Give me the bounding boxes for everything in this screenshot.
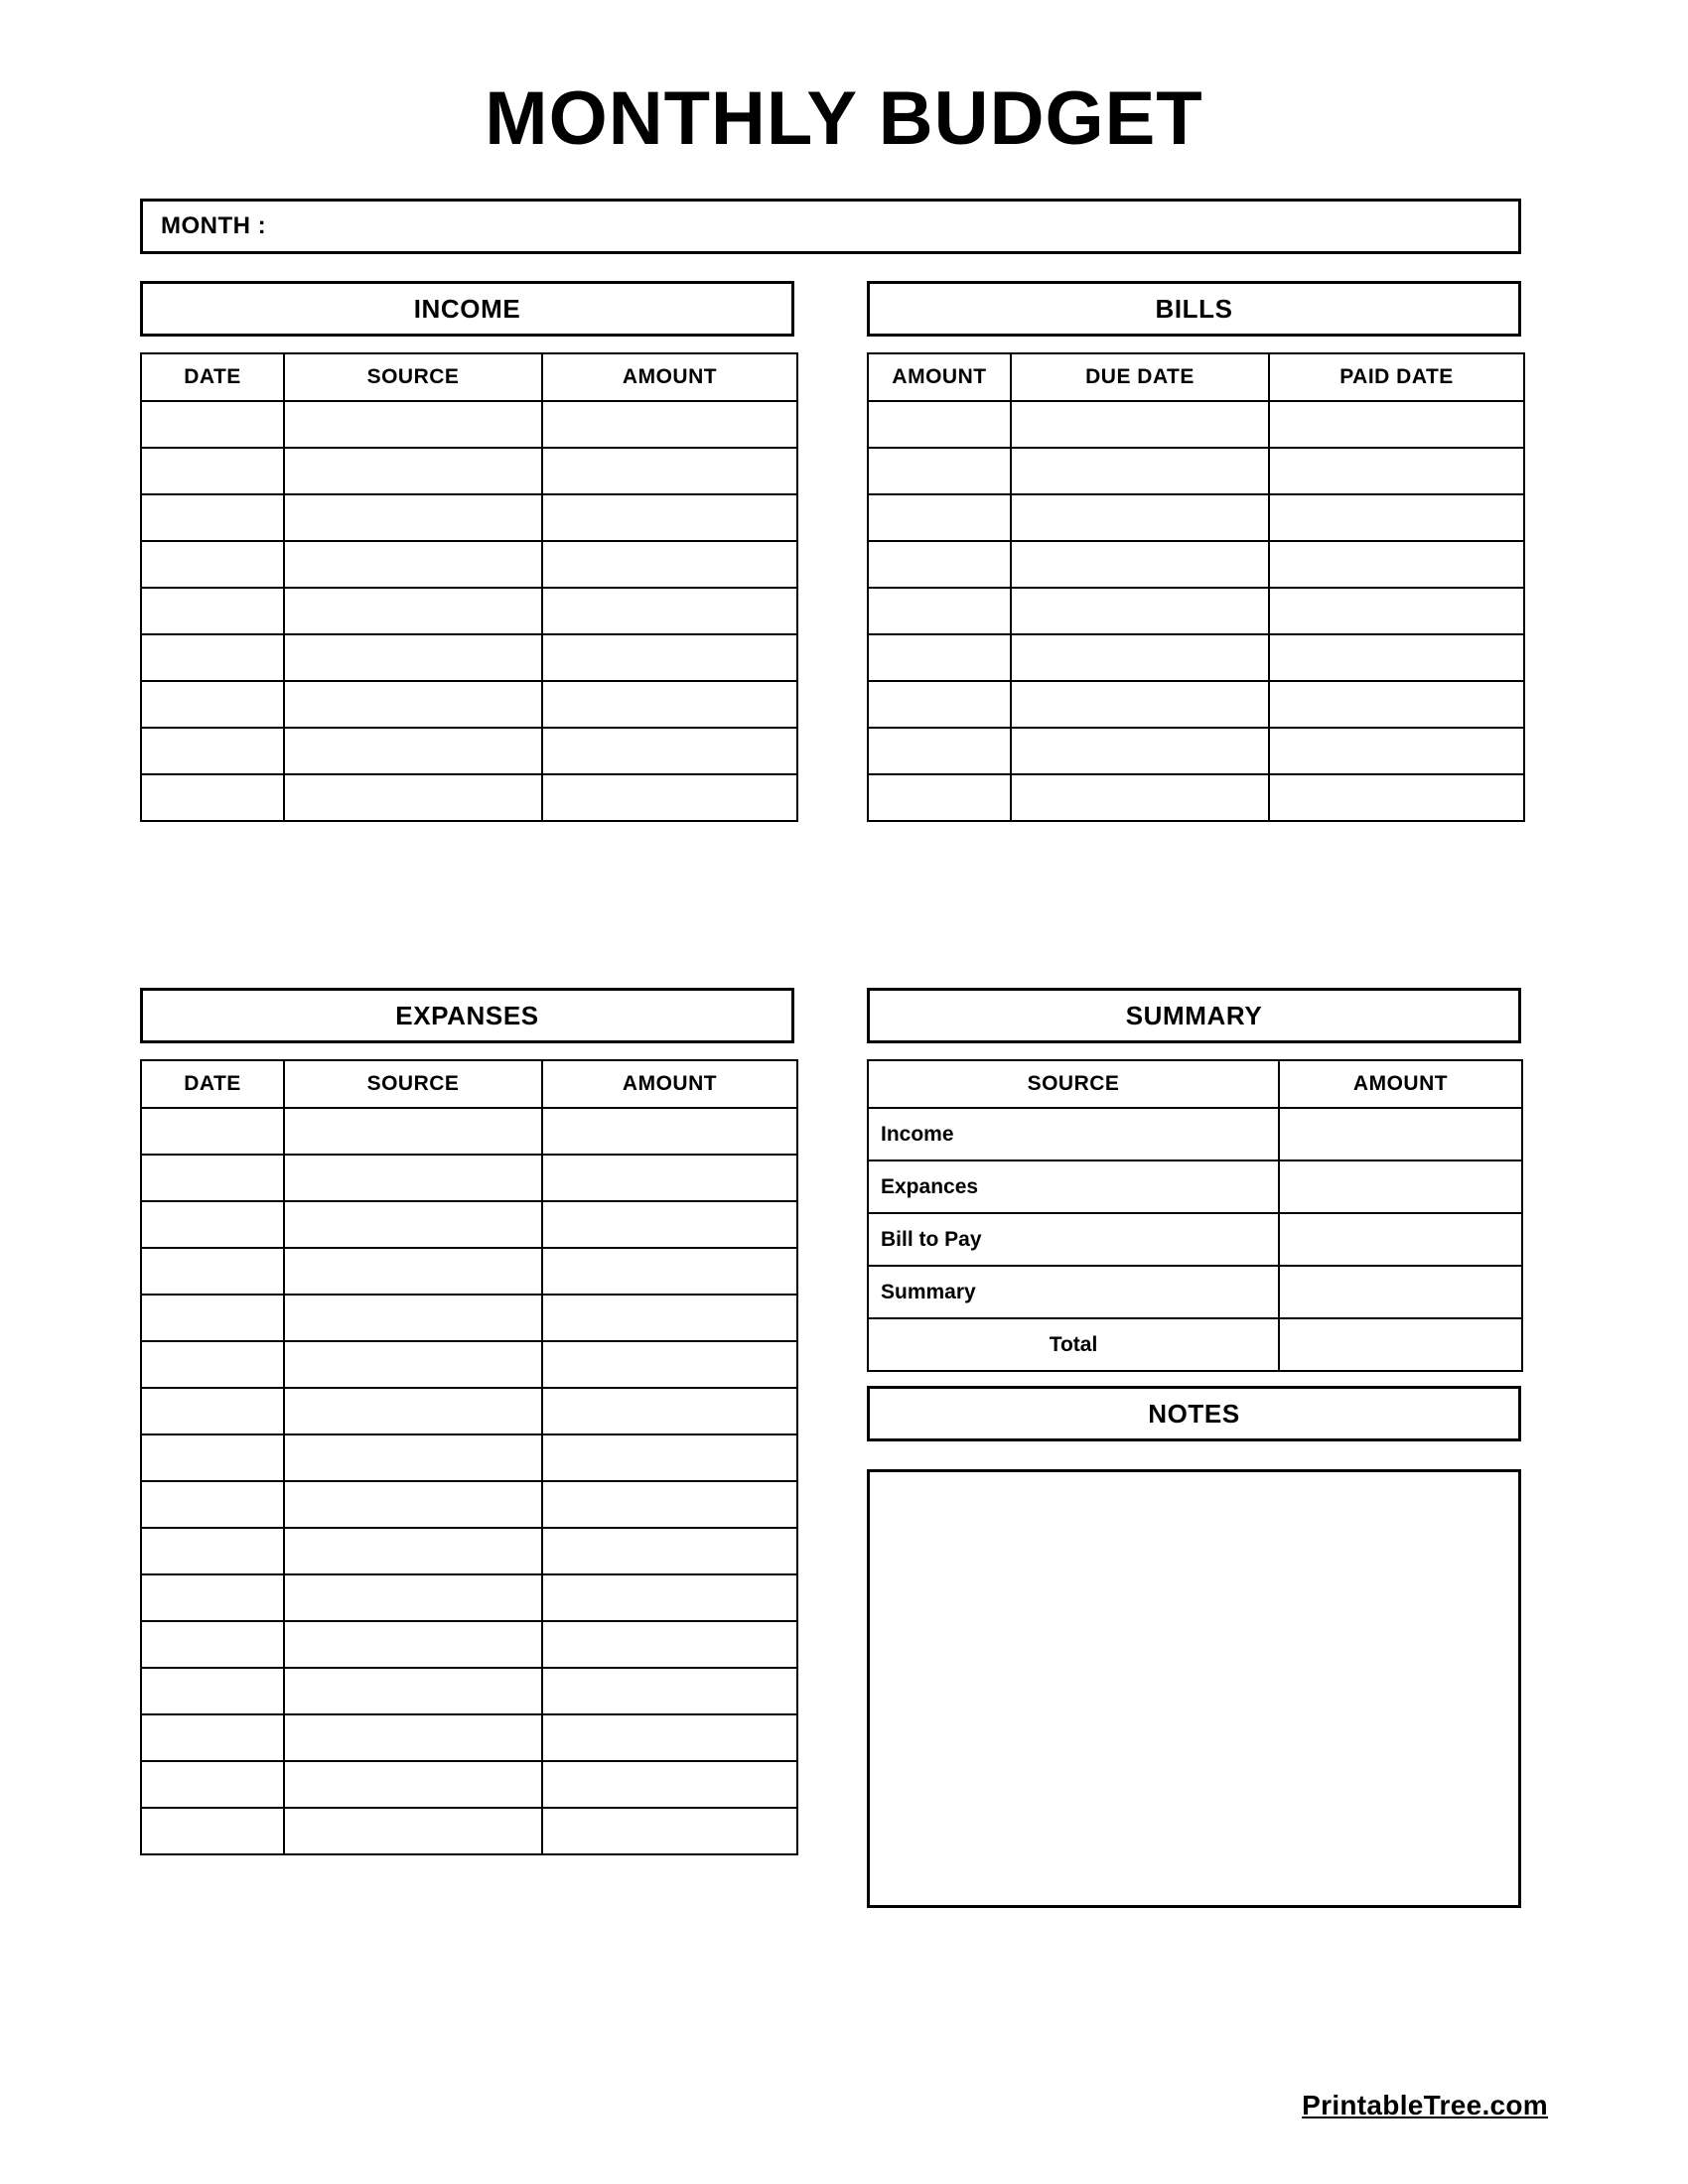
- expanses-cell[interactable]: [284, 1108, 542, 1155]
- expanses-cell[interactable]: [284, 1155, 542, 1201]
- expanses-cell[interactable]: [542, 1108, 797, 1155]
- bills-cell[interactable]: [1269, 774, 1524, 821]
- income-cell[interactable]: [542, 401, 797, 448]
- income-cell[interactable]: [542, 634, 797, 681]
- income-table: [140, 352, 798, 822]
- expanses-cell[interactable]: [284, 1295, 542, 1341]
- bills-cell[interactable]: [1269, 541, 1524, 588]
- expanses-cell[interactable]: [284, 1434, 542, 1481]
- expanses-cell[interactable]: [141, 1248, 284, 1295]
- expanses-row: [141, 1341, 797, 1388]
- bills-cell[interactable]: [1011, 494, 1269, 541]
- summary-row: [868, 1318, 1522, 1371]
- expanses-cell[interactable]: [542, 1248, 797, 1295]
- summary-row-amount[interactable]: [1279, 1266, 1522, 1318]
- expanses-row: [141, 1528, 797, 1574]
- expanses-cell[interactable]: [284, 1528, 542, 1574]
- bills-table: [867, 352, 1525, 822]
- income-row: [141, 448, 797, 494]
- bills-heading-label: BILLS: [1155, 293, 1233, 324]
- expanses-table: [140, 1059, 798, 1855]
- income-cell[interactable]: [141, 541, 284, 588]
- income-row: [141, 634, 797, 681]
- income-cell[interactable]: [284, 728, 542, 774]
- expanses-cell[interactable]: [141, 1528, 284, 1574]
- expanses-row: [141, 1481, 797, 1528]
- bills-row: [868, 494, 1524, 541]
- income-row: [141, 774, 797, 821]
- income-row: [141, 681, 797, 728]
- summary-row: [868, 1213, 1522, 1266]
- summary-row-amount[interactable]: [1279, 1160, 1522, 1213]
- expanses-row: [141, 1108, 797, 1155]
- notes-section: [867, 1386, 1521, 1908]
- expanses-cell[interactable]: [141, 1481, 284, 1528]
- expanses-table-body: [141, 1108, 797, 1854]
- expanses-cell[interactable]: [141, 1761, 284, 1808]
- income-cell[interactable]: [141, 634, 284, 681]
- expanses-cell[interactable]: [284, 1481, 542, 1528]
- expanses-col-amount: AMOUNT: [542, 1060, 797, 1108]
- expanses-row: [141, 1248, 797, 1295]
- bills-col-paid-date: PAID DATE: [1269, 353, 1524, 401]
- expanses-cell[interactable]: [141, 1388, 284, 1434]
- bills-row: [868, 588, 1524, 634]
- income-row: [141, 494, 797, 541]
- bills-cell[interactable]: [1011, 634, 1269, 681]
- income-header-row: [141, 353, 797, 401]
- expanses-cell[interactable]: [284, 1341, 542, 1388]
- expanses-cell[interactable]: [542, 1481, 797, 1528]
- income-cell[interactable]: [141, 774, 284, 821]
- expanses-cell[interactable]: [542, 1388, 797, 1434]
- expanses-cell[interactable]: [284, 1388, 542, 1434]
- summary-row: [868, 1266, 1522, 1318]
- expanses-cell[interactable]: [141, 1108, 284, 1155]
- income-cell[interactable]: [141, 494, 284, 541]
- expanses-cell[interactable]: [542, 1808, 797, 1854]
- income-row: [141, 401, 797, 448]
- expanses-cell[interactable]: [542, 1668, 797, 1714]
- bills-cell[interactable]: [1011, 541, 1269, 588]
- income-cell[interactable]: [542, 774, 797, 821]
- expanses-cell[interactable]: [141, 1668, 284, 1714]
- expanses-cell[interactable]: [542, 1761, 797, 1808]
- income-cell[interactable]: [141, 728, 284, 774]
- bills-cell[interactable]: [868, 494, 1011, 541]
- notes-heading: [867, 1386, 1521, 1441]
- bills-cell[interactable]: [868, 588, 1011, 634]
- bills-cell[interactable]: [1011, 588, 1269, 634]
- expanses-cell[interactable]: [284, 1668, 542, 1714]
- summary-row-label: Summary: [868, 1266, 1279, 1318]
- page-title: MONTHLY BUDGET: [485, 76, 1203, 161]
- bills-header-row: [868, 353, 1524, 401]
- expanses-cell[interactable]: [542, 1155, 797, 1201]
- bills-cell[interactable]: [1269, 401, 1524, 448]
- expanses-row: [141, 1808, 797, 1854]
- income-cell[interactable]: [542, 588, 797, 634]
- summary-row: [868, 1108, 1522, 1160]
- income-col-source: SOURCE: [284, 353, 542, 401]
- bills-cell[interactable]: [1011, 728, 1269, 774]
- summary-row-amount[interactable]: [1279, 1318, 1522, 1371]
- expanses-cell[interactable]: [284, 1248, 542, 1295]
- income-table-body: [141, 401, 797, 821]
- income-cell[interactable]: [542, 541, 797, 588]
- bills-cell[interactable]: [868, 728, 1011, 774]
- summary-col-amount: AMOUNT: [1279, 1060, 1522, 1108]
- income-cell[interactable]: [141, 448, 284, 494]
- bills-table-body: [868, 401, 1524, 821]
- notes-heading-label: NOTES: [1148, 1398, 1240, 1429]
- expanses-cell[interactable]: [141, 1808, 284, 1854]
- expanses-cell[interactable]: [542, 1714, 797, 1761]
- summary-row-amount[interactable]: [1279, 1213, 1522, 1266]
- income-cell[interactable]: [284, 681, 542, 728]
- income-cell[interactable]: [284, 401, 542, 448]
- expanses-cell[interactable]: [542, 1621, 797, 1668]
- income-heading-label: INCOME: [413, 293, 521, 324]
- summary-heading: [867, 988, 1521, 1043]
- income-cell[interactable]: [141, 681, 284, 728]
- bills-cell[interactable]: [1269, 634, 1524, 681]
- footer-brand-link[interactable]: PrintableTree.com: [1302, 2090, 1548, 2120]
- income-cell[interactable]: [284, 588, 542, 634]
- expanses-cell[interactable]: [141, 1155, 284, 1201]
- month-field[interactable]: [140, 199, 1521, 254]
- expanses-cell[interactable]: [284, 1761, 542, 1808]
- bills-cell[interactable]: [1011, 401, 1269, 448]
- bills-row: [868, 634, 1524, 681]
- income-cell[interactable]: [542, 681, 797, 728]
- income-cell[interactable]: [141, 588, 284, 634]
- bills-row: [868, 774, 1524, 821]
- bills-heading: [867, 281, 1521, 337]
- bills-cell[interactable]: [1269, 728, 1524, 774]
- expanses-cell[interactable]: [284, 1574, 542, 1621]
- income-section: [140, 281, 794, 822]
- summary-row-label: Income: [868, 1108, 1279, 1160]
- expanses-row: [141, 1155, 797, 1201]
- summary-row: [868, 1160, 1522, 1213]
- bills-section: [867, 281, 1521, 822]
- expanses-heading-label: EXPANSES: [395, 1000, 539, 1030]
- income-row: [141, 541, 797, 588]
- expanses-row: [141, 1621, 797, 1668]
- income-cell[interactable]: [542, 448, 797, 494]
- income-cell[interactable]: [284, 774, 542, 821]
- summary-col-source: SOURCE: [868, 1060, 1279, 1108]
- bills-cell[interactable]: [1269, 588, 1524, 634]
- expanses-row: [141, 1434, 797, 1481]
- summary-heading-label: SUMMARY: [1125, 1000, 1263, 1030]
- summary-row-label: Bill to Pay: [868, 1213, 1279, 1266]
- expanses-cell[interactable]: [284, 1201, 542, 1248]
- expanses-row: [141, 1668, 797, 1714]
- expanses-cell[interactable]: [542, 1574, 797, 1621]
- summary-table-body: [868, 1108, 1522, 1371]
- bills-cell[interactable]: [868, 634, 1011, 681]
- income-row: [141, 728, 797, 774]
- bills-cell[interactable]: [1269, 681, 1524, 728]
- bills-cell[interactable]: [868, 774, 1011, 821]
- income-col-date: DATE: [141, 353, 284, 401]
- bills-cell[interactable]: [1269, 494, 1524, 541]
- summary-header-row: [868, 1060, 1522, 1108]
- bills-cell[interactable]: [868, 448, 1011, 494]
- bills-row: [868, 728, 1524, 774]
- bills-cell[interactable]: [868, 681, 1011, 728]
- month-label: MONTH :: [161, 212, 267, 239]
- income-col-amount: AMOUNT: [542, 353, 797, 401]
- bills-row: [868, 681, 1524, 728]
- bills-cell[interactable]: [868, 541, 1011, 588]
- bills-cell[interactable]: [1269, 448, 1524, 494]
- income-cell[interactable]: [284, 541, 542, 588]
- income-heading: [140, 281, 794, 337]
- expanses-row: [141, 1761, 797, 1808]
- expanses-cell[interactable]: [141, 1295, 284, 1341]
- bills-col-due-date: DUE DATE: [1011, 353, 1269, 401]
- bills-cell[interactable]: [868, 401, 1011, 448]
- summary-row-label: Expances: [868, 1160, 1279, 1213]
- expanses-cell[interactable]: [141, 1621, 284, 1668]
- income-cell[interactable]: [542, 728, 797, 774]
- expanses-cell[interactable]: [542, 1434, 797, 1481]
- expanses-cell[interactable]: [284, 1621, 542, 1668]
- expanses-header-row: [141, 1060, 797, 1108]
- expanses-cell[interactable]: [284, 1808, 542, 1854]
- expanses-cell[interactable]: [141, 1714, 284, 1761]
- summary-table: [867, 1059, 1523, 1372]
- expanses-heading: [140, 988, 794, 1043]
- expanses-cell[interactable]: [141, 1341, 284, 1388]
- expanses-cell[interactable]: [141, 1574, 284, 1621]
- bills-cell[interactable]: [1011, 774, 1269, 821]
- income-cell[interactable]: [542, 494, 797, 541]
- notes-input-area[interactable]: [867, 1469, 1521, 1908]
- bills-row: [868, 448, 1524, 494]
- expanses-row: [141, 1388, 797, 1434]
- expanses-cell[interactable]: [284, 1714, 542, 1761]
- expanses-row: [141, 1201, 797, 1248]
- income-cell[interactable]: [284, 494, 542, 541]
- expanses-cell[interactable]: [141, 1434, 284, 1481]
- expanses-col-source: SOURCE: [284, 1060, 542, 1108]
- bills-row: [868, 541, 1524, 588]
- expanses-cell[interactable]: [542, 1295, 797, 1341]
- summary-row-amount[interactable]: [1279, 1108, 1522, 1160]
- summary-row-label: Total: [868, 1318, 1279, 1371]
- bills-row: [868, 401, 1524, 448]
- expanses-row: [141, 1295, 797, 1341]
- summary-section: [867, 988, 1521, 1372]
- bills-col-amount: AMOUNT: [868, 353, 1011, 401]
- expanses-cell[interactable]: [542, 1341, 797, 1388]
- income-cell[interactable]: [141, 401, 284, 448]
- expanses-row: [141, 1714, 797, 1761]
- expanses-cell[interactable]: [141, 1201, 284, 1248]
- expanses-col-date: DATE: [141, 1060, 284, 1108]
- income-row: [141, 588, 797, 634]
- income-cell[interactable]: [284, 448, 542, 494]
- expanses-cell[interactable]: [542, 1528, 797, 1574]
- bills-cell[interactable]: [1011, 681, 1269, 728]
- expanses-section: [140, 988, 794, 1855]
- expanses-cell[interactable]: [542, 1201, 797, 1248]
- expanses-row: [141, 1574, 797, 1621]
- income-cell[interactable]: [284, 634, 542, 681]
- bills-cell[interactable]: [1011, 448, 1269, 494]
